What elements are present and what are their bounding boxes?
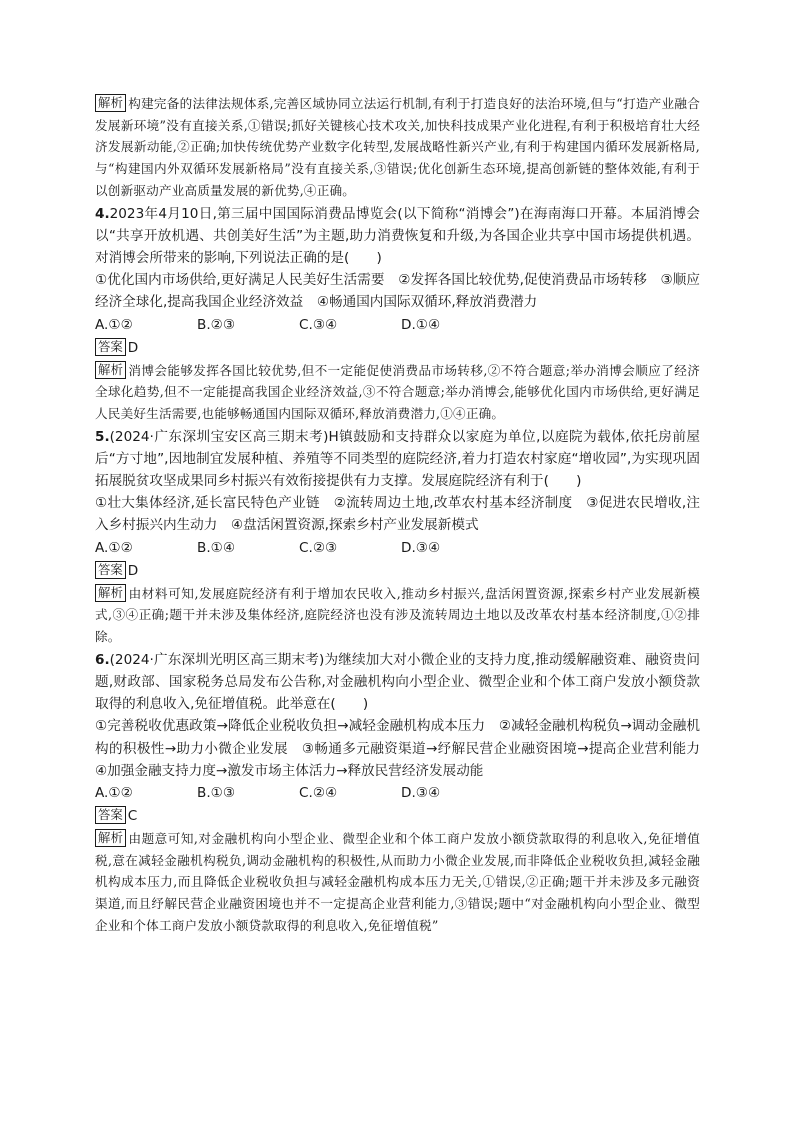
question-number: 5. [95,428,110,445]
answer-value: D [127,562,139,579]
question-stem: 2023年4月10日,第三届中国国际消费品博览会(以下简称“消博会”)在海南海口开幕。本届消博会以“共享开放机遇、共创美好生活”为主题,助力消费恢复和升级,为各国企业共享中国市场提供机遇。对消博会所带来的影响,下列说法正确的是( ) [95,205,700,266]
question-number: 6. [95,651,110,668]
option-b: B.①④ [197,539,236,556]
option-c: C.②④ [299,784,338,801]
question-5-answer [95,560,700,582]
question-6-statements: ①完善税收优惠政策→降低企业税收负担→减轻金融机构成本压力 ②减轻金融机构税负→调动金融机构的积极性→助力小微企业发展 ③畅通多元融资渠道→纾解民营企业融资困境→提高企业营利能力 ④加强金融支持力度→激发市场主体活力→释放民营经济发展动能 [95,718,714,779]
question-4-answer [95,337,700,359]
analysis-text: 由题意可知,对金融机构向小型企业、微型企业和个体工商户发放小额贷款取得的利息收入,免征增值税,意在减轻金融机构税负,调动金融机构的积极性,从而助力小微企业发展,而非降低企业税收负担,减轻金融机构成本压力,而且降低企业税收负担与减轻金融机构成本压力无关,①错误,②正确;题干并未涉及多元融资渠道,而且纾解民营企业融资困境也并不一定提高企业营利能力,③错误;题中“对金融机构向小型企业、微型企业和个体工商户发放小额贷款取得的利息收入,免征增值税” [95,830,700,933]
option-d: D.③④ [401,539,441,556]
analysis-tag: 解析 [95,584,126,602]
analysis-text: 构建完备的法律法规体系,完善区域协同立法运行机制,有利于打造良好的法治环境,但与“打造产业融合发展新环境”没有直接关系,①错误;抓好关键核心技术攻关,加快科技成果产业化进程,有利于积极培育壮大经济发展新动能,②正确;加快传统优势产业数字化转型,发展战略性新兴产业,有利于构建国内循环发展新格局,与“构建国内外双循环发展新格局”没有直接关系,③错误;优化创新生态环境,提高创新链的整体效能,有利于以创新驱动产业高质量发展的新优势,④正确。 [95,96,700,198]
option-c: C.②③ [299,539,338,556]
question-stem: (2024·广东深圳宝安区高三期末考)H镇鼓励和支持群众以家庭为单位,以庭院为载体,依托房前屋后“方寸地”,因地制宜发展种植、养殖等不同类型的庭院经济,着力打造农村家庭“增收园”,为实现巩固拓展脱贫攻坚成果同乡村振兴有效衔接提供有力支撑。发展庭院经济有利于( ) [95,428,700,490]
analysis-paragraph [95,93,700,202]
question-5-statements: ①壮大集体经济,延长富民特色产业链 ②流转周边土地,改革农村基本经济制度 ③促进农民增收,注入乡村振兴内生动力 ④盘活闲置资源,探索乡村产业发展新模式 [95,495,700,534]
question-stem: (2024·广东深圳光明区高三期末考)为继续加大对小微企业的支持力度,推动缓解融资难、融资贵问题,财政部、国家税务总局发布公告称,对金融机构向小型企业、微型企业和个体工商户发放小额贷款取得的利息收入,免征增值税。此举意在( ) [95,651,700,713]
option-a: A.①② [95,784,133,801]
question-5 [95,426,700,493]
question-6 [95,649,700,716]
analysis-tag: 解析 [95,829,126,847]
question-6-answer [95,805,700,827]
analysis-tag: 解析 [95,361,126,379]
question-4-statements: ①优化国内市场供给,更好满足人民美好生活需要 ②发挥各国比较优势,促使消费品市场转移 ③顺应经济全球化,提高我国企业经济效益 ④畅通国内国际双循环,释放消费潜力 [95,272,700,311]
answer-tag: 答案 [95,806,126,824]
document-page [95,93,714,937]
answer-tag: 答案 [95,561,126,579]
question-6-options [95,782,700,804]
question-number: 4. [95,205,110,222]
option-b: B.②③ [197,316,236,333]
option-c: C.③④ [299,316,338,333]
question-4-options [95,314,700,336]
answer-value: C [127,807,138,824]
answer-tag: 答案 [95,338,126,356]
option-b: B.①③ [197,784,236,801]
option-d: D.③④ [401,784,441,801]
analysis-tag: 解析 [95,94,126,112]
option-a: A.①② [95,539,133,556]
option-a: A.①② [95,316,133,333]
question-4 [95,203,700,270]
analysis-text: 消博会能够发挥各国比较优势,但不一定能促使消费品市场转移,②不符合题意;举办消博会顺应了经济全球化趋势,但不一定能提高我国企业经济效益,③不符合题意;举办消博会,能够优化国内市场供给,更好满足人民美好生活需要,也能够畅通国内国际双循环,释放消费潜力,①④正确。 [95,362,700,421]
answer-value: D [127,339,139,356]
analysis-text: 由材料可知,发展庭院经济有利于增加农民收入,推动乡村振兴,盘活闲置资源,探索乡村产业发展新模式,③④正确;题干并未涉及集体经济,庭院经济也没有涉及流转周边土地以及改革农村基本经济制度,①②排除。 [95,585,700,645]
question-5-analysis [95,583,700,648]
question-5-options [95,537,700,559]
option-d: D.①④ [401,316,441,333]
question-6-analysis [95,828,700,937]
question-4-analysis [95,360,700,425]
